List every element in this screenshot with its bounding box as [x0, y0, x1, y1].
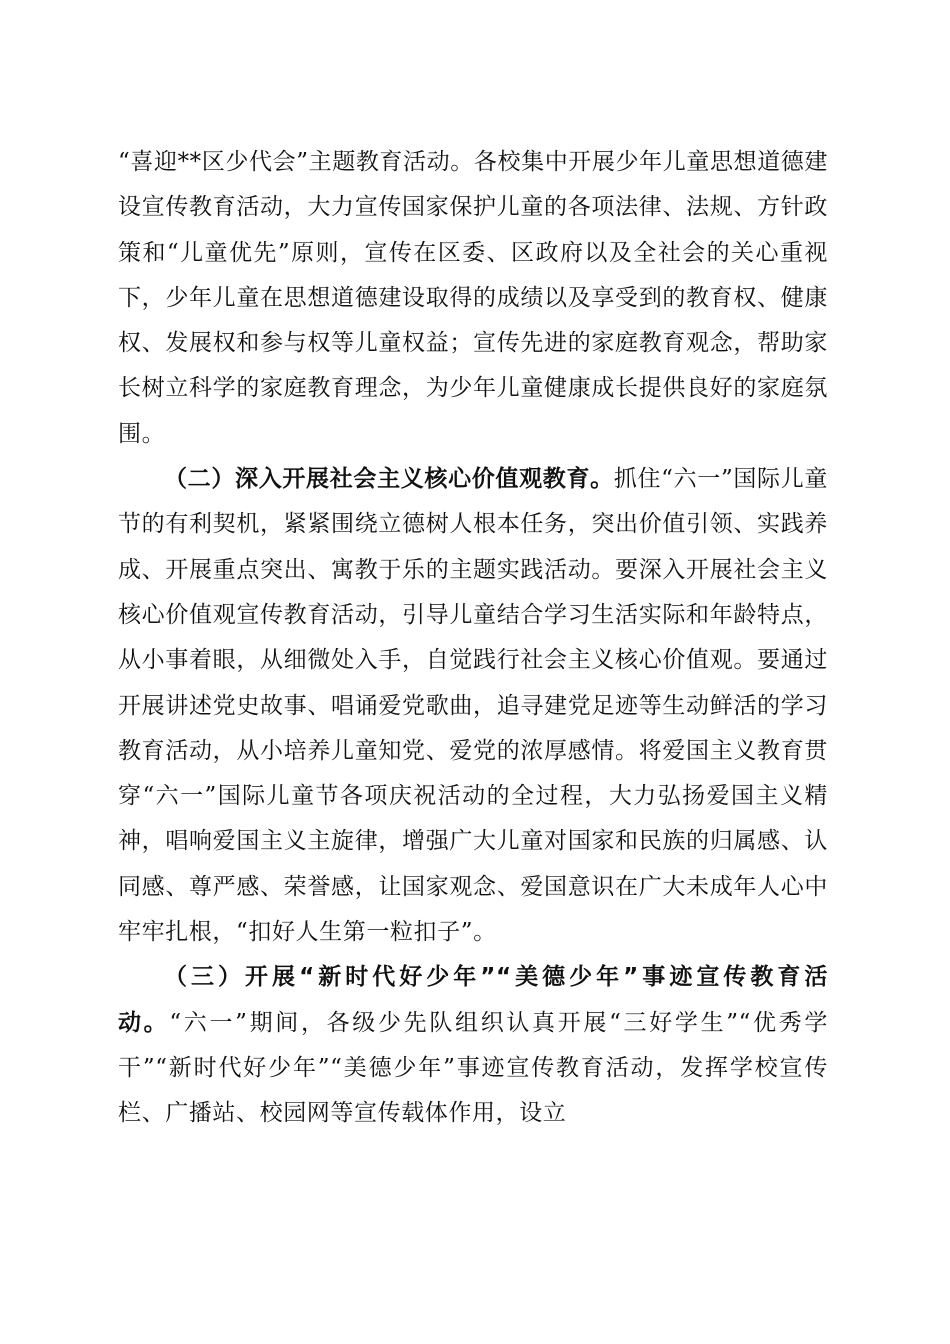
- paragraph-3-body: “六一”期间，各级少先队组织认真开展“三好学生”“优秀学干”“新时代好少年”“美德少年”事迹宣传教育活动，发挥学校宣传栏、广播站、校园网等宣传载体作用，设立: [118, 1009, 828, 1127]
- paragraph-good-youth: [118, 955, 828, 1136]
- paragraph-core-values: [118, 457, 828, 955]
- paragraph-2-heading: （二）深入开展社会主义核心价值观教育。: [164, 466, 614, 493]
- paragraph-1-body: “喜迎**区少代会”主题教育活动。各校集中开展少年儿童思想道德建设宣传教育活动，大力宣传国家保护儿童的各项法律、法规、方针政策和“儿童优先”原则，宣传在区委、区政府以及全社会的关心重视下，少年儿童在思想道德建设取得的成绩以及享受到的教育权、健康权、发展权和参与权等儿童权益；宣传先进的家庭教育观念，帮助家长树立科学的家庭教育理念，为少年儿童健康成长提供良好的家庭氛围。: [118, 149, 828, 447]
- paragraph-3-heading: （三）开展“新时代好少年”“美德少年”事迹宣传教育活动。: [118, 964, 828, 1036]
- document-body: [118, 140, 828, 1137]
- paragraph-continuation: [118, 140, 828, 457]
- paragraph-2-body: 抓住“六一”国际儿童节的有利契机，紧紧围绕立德树人根本任务，突出价值引领、实践养成、开展重点突出、寓教于乐的主题实践活动。要深入开展社会主义核心价值观宣传教育活动，引导儿童结合学习生活实际和年龄特点，从小事着眼，从细微处入手，自觉践行社会主义核心价值观。要通过开展讲述党史故事、唱诵爱党歌曲，追寻建党足迹等生动鲜活的学习教育活动，从小培养儿童知党、爱党的浓厚感情。将爱国主义教育贯穿“六一”国际儿童节各项庆祝活动的全过程，大力弘扬爱国主义精神，唱响爱国主义主旋律，增强广大儿童对国家和民族的归属感、认同感、尊严感、荣誉感，让国家观念、爱国意识在广大未成年人心中牢牢扎根，“扣好人生第一粒扣子”。: [118, 466, 828, 946]
